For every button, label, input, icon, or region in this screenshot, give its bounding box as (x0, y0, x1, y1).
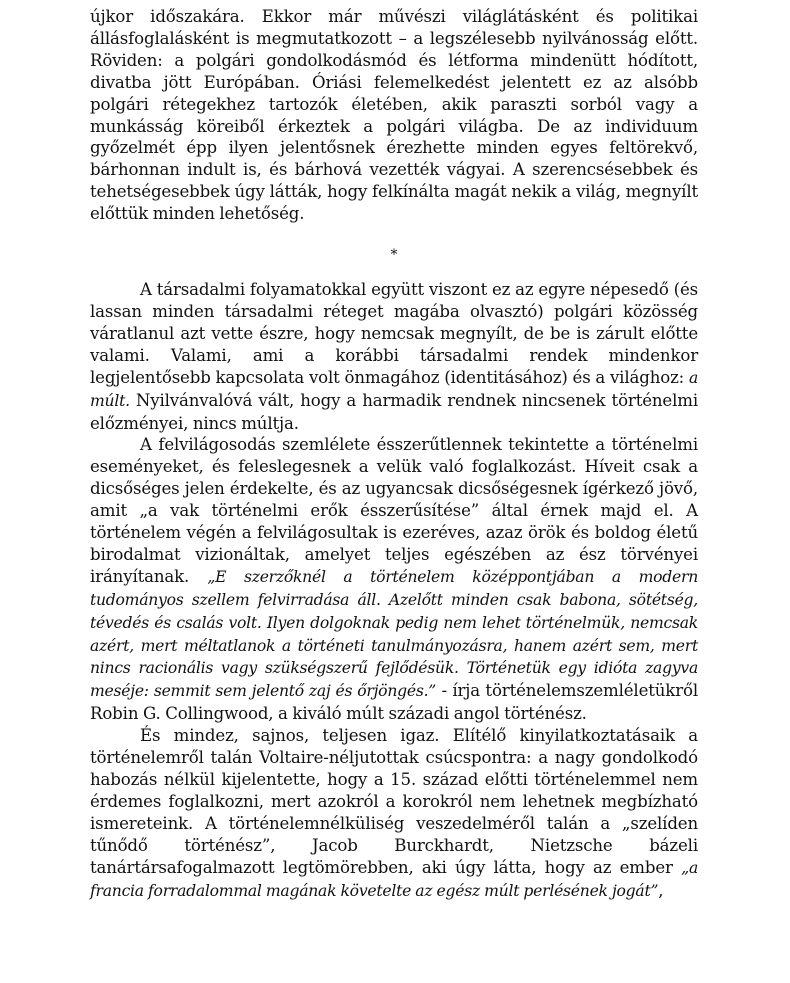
burckhardt-quote: „a francia forradalommal magának követelte az egész múlt perlésének jogát” (90, 858, 698, 900)
paragraph-intro: újkor időszakára. Ekkor már művészi világlátásként és politikai állásfoglalásként is megmutatkozott – a legszélesebb nyilvánosság előtt. Röviden: a polgári gondolkodásmód és létforma mindenütt hódított, divatba jött Európában. Óriási felemelkedést jelentett ez az alsóbb polgári rétegekhez tartozók életében, akik paraszti sorból vagy a munkásság köreiből érkeztek a polgári világba. De az individuum győzelmét épp ilyen jelentősnek érezhette minden egyes feltörekvő, bárhonnan indult is, és bárhová vezették vágyai. A szerencsésebbek és tehetségesebbek úgy látták, hogy felkínálta magát nekik a világ, megnyílt előttük minden lehetőség. (90, 7, 698, 224)
paragraph-past-text-b: Nyilvánvalóvá vált, hogy a harmadik rendnek nincsenek történelmi előzményei, nincs múltja. (90, 390, 698, 433)
paragraph-past (90, 279, 698, 434)
paragraph-voltaire (90, 725, 698, 902)
section-separator: * (390, 247, 398, 264)
paragraph-voltaire-text-a: És mindez, sajnos, teljesen igaz. Elítélő kinyilatkoztatásaik a történelemről talán Voltaire-néljutottak csúcspontra: a nagy gondolkodó habozás nélkül kijelentette, hogy a 15. század előtti történelemmel nem érdemes foglalkozni, mert azokról a korokról nem lehetnek megbízható ismereteink. A történelemnélküliség veszedelméről talán a „szelíden tűnődő történész”, Jacob Burckhardt, Nietzsche bázeli tanártársafogalmazott legtömörebben, aki úgy látta, hogy az ember (90, 726, 698, 877)
paragraph-past-emphasis: a múlt. (90, 368, 698, 410)
paragraph-enlightenment-text-b: - írja történelemszemléletükről Robin G. Collingwood, a kiváló múlt századi angol történész. (90, 681, 698, 724)
paragraph-enlightenment (90, 434, 698, 725)
document-page (90, 6, 698, 902)
paragraph-voltaire-text-b: , (658, 880, 664, 900)
collingwood-quote: „E szerzőknél a történelem középpontjában a modern tudományos szellem felvirradása áll. Azelőtt minden csak babona, sötétség, tévedés és csalás volt. Ilyen dolgoknak pedig nem lehet történelmük, nemcsak azért, mert méltatlanok a történeti tanulmányozásra, hanem azért sem, mert nincs racionális vagy szükségszerű fejlődésük. Történetük egy idióta zagyva meséje: semmit sem jelentő zaj és őrjöngés.” (90, 567, 698, 701)
paragraph-past-text-a: A társadalmi folyamatokkal együtt viszont ez az egyre népesedő (és lassan minden társadalmi réteget magába olvasztó) polgári közösség váratlanul azt vette észre, hogy nemcsak megnyílt, de be is zárult előtte valami. Valami, ami a korábbi társadalmi rendek mindenkor legjelentősebb kapcsolata volt önmagához (identitásához) és a világhoz: (90, 280, 698, 387)
paragraph-enlightenment-text-a: A felvilágosodás szemlélete ésszerűtlennek tekintette a történelmi eseményeket, és feleslegesnek a velük való foglalkozást. Híveit csak a dicsőséges jelen érdekelte, és az ugyancsak dicsőségesnek ígérkező jövő, amit „a vak történelmi erők ésszerűsítése” által érnek majd el. A történelem végén a felvilágosultak is ezeréves, azaz örök és boldog életű birodalmat vizionáltak, amelyet teljes egészében az ész törvényei irányítanak. (90, 435, 698, 586)
